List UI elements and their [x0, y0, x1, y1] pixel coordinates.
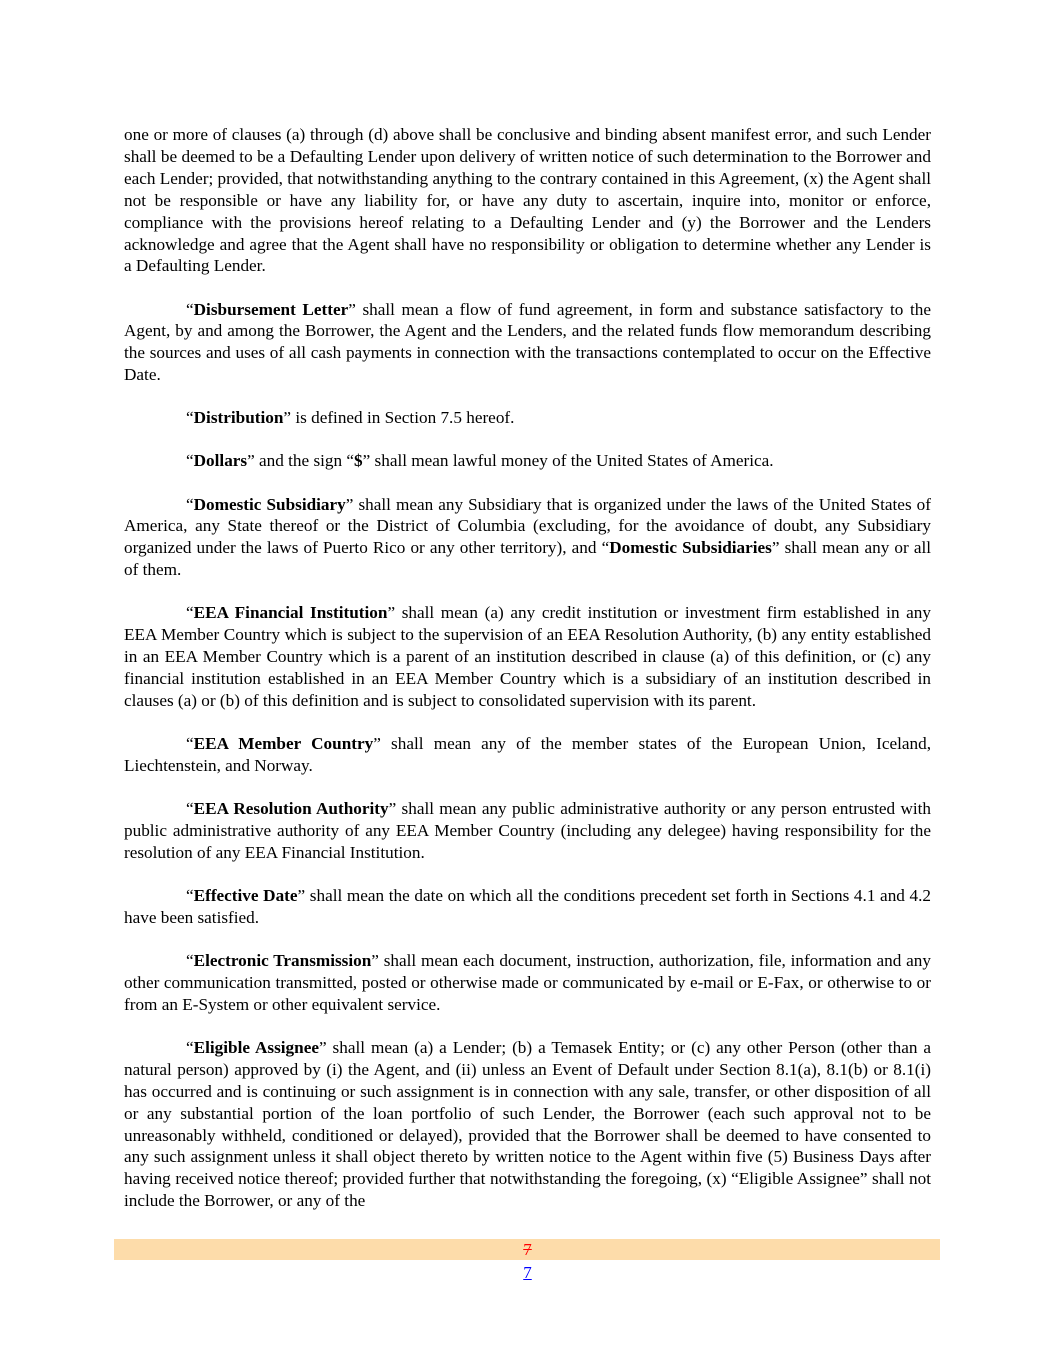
paragraph-text: ” shall mean (a) any credit institution or investment firm established in any EEA Member Country which is subject to the supervision of an EEA Resolution Authority, (b) any entity established in an EEA Member Country which is a parent of an institution described in clause (a) of this definition, or (c) any financial institution established in an EEA Member Country which is a subsidiary of an institution described in clauses (a) or (b) of this definition and is subject to consolidated supervision with its parent. — [124, 603, 931, 710]
deleted-page-number: 7 — [523, 1240, 532, 1259]
paragraph-text: “ — [186, 885, 194, 905]
definition-paragraph — [124, 733, 931, 777]
paragraph-text: “ — [186, 451, 194, 471]
definition-paragraph — [124, 885, 931, 929]
paragraph-text: “ — [186, 299, 194, 319]
paragraph-text: ” shall mean any of the member states of the European Union, Iceland, Liechtenstein, and Norway. — [124, 734, 931, 775]
paragraph-text: ” shall mean each document, instruction, authorization, file, information and any other communication transmitted, posted or otherwise made or communicated by e-mail or E-Fax, or otherwise to or from an E-System or other equivalent service. — [124, 950, 931, 1014]
defined-term: Disbursement Letter — [193, 299, 349, 319]
definition-paragraph — [124, 494, 931, 582]
definition-paragraph — [124, 950, 931, 1016]
defined-term: Domestic Subsidiaries — [609, 538, 772, 558]
defined-term: Distribution — [193, 408, 284, 428]
paragraph-text: “ — [186, 1037, 194, 1057]
defined-term: EEA Resolution Authority — [193, 799, 389, 819]
paragraph-text: ” and the sign “ — [247, 451, 355, 471]
paragraph-text: “ — [186, 408, 194, 428]
paragraph-text: ” shall mean any public administrative authority or any person entrusted with public administrative authority of any EEA Member Country (including any delegee) having responsibility for the resolution of any EEA Financial Institution. — [124, 799, 931, 862]
defined-term: EEA Member Country — [193, 734, 374, 754]
continued-paragraph — [124, 124, 931, 277]
document-body — [124, 124, 931, 1212]
paragraph-text: “ — [186, 799, 194, 819]
paragraph-text: “ — [186, 734, 194, 754]
paragraph-text: “ — [186, 603, 194, 623]
defined-term: Eligible Assignee — [193, 1037, 319, 1057]
paragraph-text: ” is defined in Section 7.5 hereof. — [283, 408, 515, 428]
definition-paragraph — [124, 299, 931, 387]
definition-paragraph — [124, 450, 931, 472]
paragraph-text: ” shall mean any Subsidiary that is organized under the laws of the United States of America, any State thereof or the District of Columbia (excluding, for the avoidance of doubt, any Subsidiary organized under the laws of Puerto Rico or any other territory), and “ — [124, 494, 931, 558]
defined-term: Effective Date — [193, 885, 298, 905]
defined-term: EEA Financial Institution — [193, 603, 388, 623]
paragraph-text: ” shall mean a flow of fund agreement, in form and substance satisfactory to the Agent, by and among the Borrower, the Agent and the Lenders, and the related funds flow memorandum describing the sources and uses of all cash payments in connection with the transactions contemplated to occur on the Effective Date. — [124, 299, 932, 385]
inserted-page-number: 7 — [523, 1263, 532, 1282]
defined-term: Dollars — [193, 451, 248, 471]
paragraph-text: ” shall mean the date on which all the conditions precedent set forth in Sections 4.1 and 4.2 have been satisfied. — [124, 885, 931, 927]
defined-term: Electronic Transmission — [193, 950, 372, 970]
paragraph-text: “ — [186, 950, 194, 970]
defined-term: $ — [354, 451, 363, 471]
paragraph-text: ” shall mean (a) a Lender; (b) a Temasek Entity; or (c) any other Person (other than a natural person) approved by (i) the Agent, and (ii) unless an Event of Default under Section 8.1(a), 8.1(b) or 8.1(i) has occurred and is continuing or such assignment is in connection with any sale, transfer, or other disposition of all or any substantial portion of the loan portfolio of such Lender, the Borrower (each such approval not to be unreasonably withheld, conditioned or delayed), provided that the Borrower shall be deemed to have consented to any such assignment unless it shall object thereto by written notice to the Agent within five (5) Business Days after having received notice thereof; provided further that notwithstanding the foregoing, (x) “Eligible Assignee” shall not include the Borrower, or any of the — [124, 1037, 932, 1211]
defined-term: Domestic Subsidiary — [193, 494, 346, 514]
paragraph-text: ” shall mean lawful money of the United States of America. — [362, 451, 774, 471]
definition-paragraph — [124, 798, 931, 864]
paragraph-text: ” shall mean any or all of them. — [124, 538, 932, 580]
definition-paragraph — [124, 1037, 931, 1212]
paragraph-text: one or more of clauses (a) through (d) above shall be conclusive and binding absent manifest error, and such Lender shall be deemed to be a Defaulting Lender upon delivery of written notice of such determination to the Borrower and each Lender; provided, that notwithstanding anything to the contrary contained in this Agreement, (x) the Agent shall not be responsible or have any liability for, or have any duty to ascertain, inquire into, monitor or enforce, compliance with the provisions hereof relating to a Defaulting Lender and (y) the Borrower and the Lenders acknowledge and agree that the Agent shall have no responsibility or obligation to determine whether any Lender is a Defaulting Lender. — [124, 125, 931, 276]
definition-paragraph — [124, 407, 931, 429]
definition-paragraph — [124, 602, 931, 712]
paragraph-text: “ — [186, 494, 194, 514]
